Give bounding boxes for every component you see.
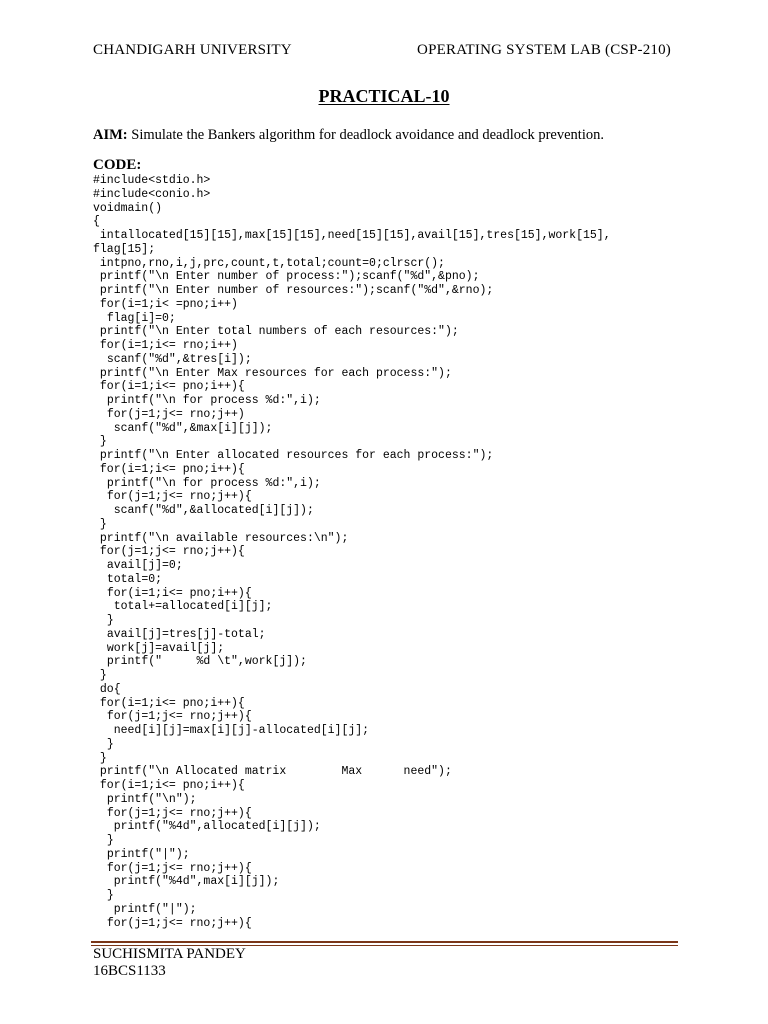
code-line: for(i=1;i< =pno;i++)	[93, 297, 238, 311]
code-line: scanf("%d",&allocated[i][j]);	[93, 504, 314, 517]
code-line: printf("\n for process %d:",i);	[93, 476, 321, 490]
page-footer	[93, 946, 246, 980]
code-line: printf("|");	[93, 847, 190, 861]
course-name: OPERATING SYSTEM LAB (CSP-210)	[417, 42, 671, 58]
code-line: printf("\n");	[93, 792, 197, 806]
university-name: CHANDIGARH UNIVERSITY	[93, 42, 292, 58]
code-line: printf(" %d \t",work[j]);	[93, 655, 307, 669]
code-heading: CODE:	[93, 157, 142, 173]
code-line: intallocated[15][15],max[15][15],need[15][15],avail[15],tres[15],work[15],	[93, 229, 611, 242]
code-line: printf("\n Enter number of resources:");scanf("%d",&rno);	[93, 284, 494, 297]
code-line: printf("|");	[93, 902, 197, 916]
code-line: printf("\n available resources:\n");	[93, 531, 349, 545]
code-line: intpno,rno,i,j,prc,count,t,total;count=0;clrscr();	[93, 256, 445, 270]
code-line: need[i][j]=max[i][j]-allocated[i][j];	[93, 724, 370, 737]
practical-title: PRACTICAL-10	[318, 86, 450, 106]
code-line: do{	[93, 682, 121, 696]
code-line: printf("\n for process %d:",i);	[93, 394, 321, 407]
code-line: }	[93, 435, 107, 449]
footer-divider	[91, 941, 678, 943]
code-line: printf("%4d",max[i][j]);	[93, 875, 280, 889]
code-line: }	[93, 669, 107, 682]
code-line: #include<conio.h>	[93, 187, 211, 201]
code-line: total=0;	[93, 572, 163, 586]
page-title	[0, 86, 768, 107]
code-line: avail[j]=tres[j]-total;	[93, 627, 266, 641]
code-line: #include<stdio.h>	[93, 174, 211, 187]
code-line: }	[93, 737, 114, 751]
code-line: for(j=1;j<= rno;j++)	[93, 407, 245, 421]
code-line: printf("\n Enter Max resources for each process:");	[93, 366, 452, 380]
code-line: flag[i]=0;	[93, 311, 176, 325]
code-line: for(j=1;j<= rno;j++){	[93, 545, 245, 559]
code-line: }	[93, 614, 114, 627]
page-header	[93, 42, 671, 62]
code-line: avail[j]=0;	[93, 559, 183, 572]
code-line: for(j=1;j<= rno;j++){	[93, 710, 252, 724]
aim-text: Simulate the Bankers algorithm for deadlock avoidance and deadlock prevention.	[127, 127, 604, 143]
code-line: }	[93, 517, 107, 531]
code-line: for(i=1;i<= pno;i++){	[93, 380, 245, 394]
code-line: {	[93, 215, 100, 229]
code-line: for(j=1;j<= rno;j++){	[93, 916, 252, 930]
code-line: for(i=1;i<= pno;i++){	[93, 462, 245, 476]
aim-statement	[93, 127, 604, 144]
code-line: for(j=1;j<= rno;j++){	[93, 490, 252, 504]
code-line: for(i=1;i<= rno;i++)	[93, 339, 238, 352]
code-line: for(i=1;i<= pno;i++){	[93, 779, 245, 792]
code-line: for(j=1;j<= rno;j++){	[93, 806, 252, 820]
code-line: }	[93, 889, 114, 902]
code-line: printf("\n Enter allocated resources for each process:");	[93, 449, 494, 462]
code-line: flag[15];	[93, 242, 156, 256]
code-line: scanf("%d",&tres[i]);	[93, 352, 252, 366]
author-name: SUCHISMITA PANDEY	[93, 946, 246, 962]
author-roll-number: 16BCS1133	[93, 963, 166, 979]
code-line: for(i=1;i<= pno;i++){	[93, 586, 252, 600]
aim-label: AIM:	[93, 127, 128, 143]
code-block	[93, 174, 683, 930]
code-line: scanf("%d",&max[i][j]);	[93, 421, 273, 435]
code-line: voidmain()	[93, 201, 163, 215]
code-line: printf("\n Enter number of process:");scanf("%d",&pno);	[93, 270, 480, 284]
code-line: }	[93, 834, 114, 847]
code-line: printf("\n Enter total numbers of each resources:");	[93, 325, 459, 339]
code-line: printf("%4d",allocated[i][j]);	[93, 820, 321, 834]
code-line: printf("\n Allocated matrix Max need");	[93, 765, 452, 779]
code-line: }	[93, 751, 107, 765]
code-line: total+=allocated[i][j];	[93, 600, 273, 614]
code-line: for(j=1;j<= rno;j++){	[93, 861, 252, 875]
code-line: for(i=1;i<= pno;i++){	[93, 696, 245, 710]
code-line: work[j]=avail[j];	[93, 641, 225, 655]
